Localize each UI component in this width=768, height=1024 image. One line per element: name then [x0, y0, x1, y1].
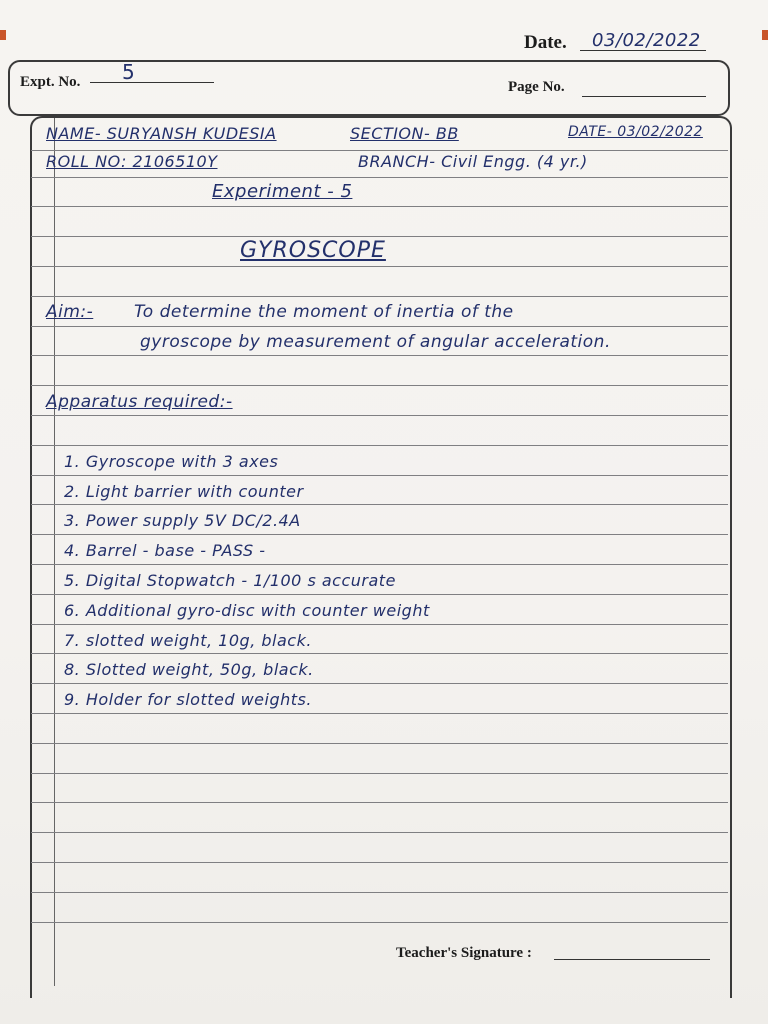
ruled-line	[31, 150, 728, 151]
aim-label: Aim:-	[46, 302, 94, 322]
ruled-line	[31, 177, 728, 178]
ruled-line	[31, 564, 728, 565]
apparatus-item: 7. slotted weight, 10g, black.	[64, 631, 312, 650]
ruled-line	[31, 743, 728, 744]
student-section: SECTION- BB	[350, 124, 459, 143]
ruled-line	[31, 802, 728, 803]
ruled-line	[31, 504, 728, 505]
expt-value: 5	[122, 60, 136, 84]
ruled-line	[31, 266, 728, 267]
ruled-line	[31, 534, 728, 535]
ruled-line	[31, 206, 728, 207]
expt-underline	[90, 82, 214, 83]
apparatus-item: 4. Barrel - base - PASS -	[64, 541, 266, 560]
page-no-label: Page No.	[508, 79, 565, 95]
ruled-line	[31, 445, 728, 446]
ruled-line	[31, 832, 728, 833]
experiment-title: GYROSCOPE	[240, 238, 386, 263]
date-label: Date.	[524, 32, 567, 53]
aim-line-1: To determine the moment of inertia of the	[134, 302, 514, 322]
margin-line	[54, 118, 55, 986]
ruled-line	[31, 624, 728, 625]
ruled-line	[31, 385, 728, 386]
student-roll: ROLL NO: 2106510Y	[46, 152, 218, 171]
student-name: NAME- SURYANSH KUDESIA	[46, 124, 277, 143]
aim-line-2: gyroscope by measurement of angular acceleration.	[140, 332, 611, 352]
student-branch: BRANCH- Civil Engg. (4 yr.)	[358, 152, 588, 171]
ruled-line	[31, 922, 728, 923]
apparatus-item: 8. Slotted weight, 50g, black.	[64, 660, 314, 679]
ruled-line	[31, 594, 728, 595]
ruled-line	[31, 415, 728, 416]
ruled-line	[31, 683, 728, 684]
apparatus-item: 3. Power supply 5V DC/2.4A	[64, 511, 301, 530]
apparatus-item: 5. Digital Stopwatch - 1/100 s accurate	[64, 571, 396, 590]
ruled-line	[31, 892, 728, 893]
date-value: 03/02/2022	[592, 30, 701, 51]
ruled-line	[31, 326, 728, 327]
ruled-line	[31, 653, 728, 654]
ruled-line	[31, 475, 728, 476]
ruled-line	[31, 862, 728, 863]
apparatus-item: 6. Additional gyro-disc with counter weight	[64, 601, 430, 620]
apparatus-item: 2. Light barrier with counter	[64, 482, 304, 501]
teacher-signature-label: Teacher's Signature :	[396, 945, 532, 961]
signature-line	[554, 959, 710, 960]
corner-mark-right	[762, 30, 768, 40]
apparatus-item: 9. Holder for slotted weights.	[64, 690, 312, 709]
ruled-line	[31, 236, 728, 237]
ruled-line	[31, 773, 728, 774]
ruled-line	[31, 296, 728, 297]
page-no-underline	[582, 96, 706, 97]
experiment-heading: Experiment - 5	[212, 181, 353, 202]
apparatus-item: 1. Gyroscope with 3 axes	[64, 452, 279, 471]
apparatus-heading: Apparatus required:-	[46, 392, 233, 412]
student-date: DATE- 03/02/2022	[568, 124, 703, 140]
expt-label: Expt. No.	[20, 74, 81, 90]
ruled-line	[31, 355, 728, 356]
header-box	[8, 60, 730, 116]
ruled-line	[31, 713, 728, 714]
corner-mark-left	[0, 30, 6, 40]
